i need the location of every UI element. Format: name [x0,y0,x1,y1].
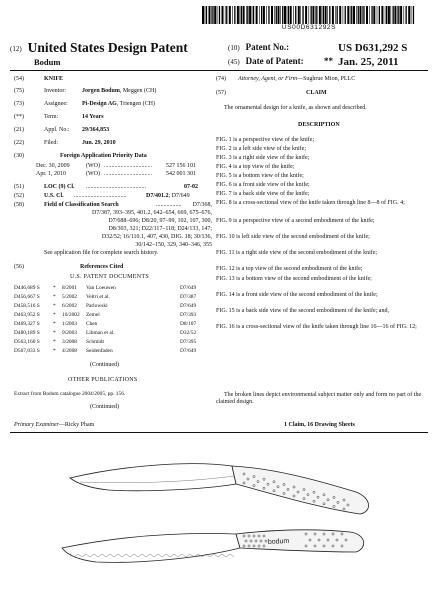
field-line: D7/387, 393–395, 401.2, 642–654, 669, 675–676, [92,210,212,216]
date-label: Date of Patent: [245,56,304,66]
loc-label: LOC (9) Cl. [44,184,75,190]
barcode-bar [263,6,265,24]
uscl-value [146,193,190,200]
inventor-value [82,88,156,95]
ref-date: 10/2002 [62,312,80,318]
barcode-bar [337,6,338,24]
uscl-code: (52) [14,193,24,199]
figure-description: FIG. 2 is a left side view of the knife; [216,146,306,152]
barcode-bar [406,6,407,24]
patent-date: Jan. 25, 2011 [338,56,399,68]
barcode [202,6,416,24]
priority-number: 527 156 101 [166,163,196,169]
barcode-bar [202,6,204,24]
ref-number: D567,033 S [14,348,40,354]
patent-number-code: (10) [228,44,240,52]
barcode-bar [404,6,405,24]
barcode-bar [391,6,392,24]
barcode-bar [311,6,312,24]
patent-number-row [228,42,408,54]
barcode-bar [373,6,375,24]
ref-date: 9/2003 [62,330,77,336]
priority-number: 542 001 301 [166,171,196,177]
barcode-bar [300,6,301,24]
ref-star: * [53,339,56,345]
attorney-code: (74) [216,76,226,82]
assignee-name: Pi-Design AG [82,101,117,107]
refs-heading: References Cited [80,264,124,270]
barcode-bar [234,6,235,24]
assignee-value [82,101,155,108]
ref-name: Parlowski [86,303,108,309]
field-line: 30/142–150, 329, 340–346, 355 [135,242,212,248]
title-code: (54) [14,76,24,82]
examiner-name: —Ricky Pham [58,422,95,428]
attorney-name: —Sughrue Mion, PLLC [297,76,356,82]
figure-description: FIG. 9 is a perspective view of a second embodiment of the knife; [216,218,375,224]
barcode-bar [271,6,273,24]
field-dots: ................. [156,202,182,208]
examiner-label: Primary Examiner [14,422,59,428]
barcode-bar [229,6,231,24]
barcode-bar [214,6,216,24]
barcode-bar [219,6,220,24]
bottom-rule [10,432,428,433]
knife-blade [70,464,236,491]
other-continued: (Continued) [90,404,119,410]
barcode-bar [305,6,307,24]
barcode-bar [386,6,387,24]
barcode-bar [253,6,254,24]
date-row [228,56,399,68]
ref-date: 1/2003 [62,321,77,327]
barcode-bar [287,6,288,24]
ref-class: D32/52 [180,330,197,336]
barcode-bar [259,6,260,24]
ref-number: D463,952 S [14,312,40,318]
barcode-bar [398,6,399,24]
barcode-bar [298,6,300,24]
ref-name: Van Loeuwen [86,285,116,291]
ref-date: 3/2008 [62,339,77,345]
ref-class: D7/649 [180,348,197,354]
barcode-bar [353,6,355,24]
ref-class: D8/107 [180,321,197,327]
ref-date: 4/2008 [62,348,77,354]
priority-dots: ................................ [104,171,152,177]
barcode-bar [249,6,251,24]
filed-code: (22) [14,140,24,146]
barcode-bar [211,6,212,24]
refs-continued: (Continued) [90,362,119,368]
barcode-bar [252,6,253,24]
barcode-bar [268,6,269,24]
barcode-bar [327,6,328,24]
barcode-bar [400,6,402,24]
barcode-bar [371,6,372,24]
barcode-bar [345,6,346,24]
barcode-bar [385,6,386,24]
barcode-bar [413,6,414,24]
primary-examiner [14,422,94,429]
barcode-bar [309,6,310,24]
ref-number: D458,516 S [14,303,40,309]
barcode-bar [240,6,241,24]
field-line: See application file for complete search history. [44,250,159,256]
ref-date: 8/2001 [62,285,77,291]
ref-name: Seidenfaden [86,348,113,354]
barcode-bar [232,6,233,24]
claim-heading: CLAIM [306,90,327,96]
attorney-label: Attorney, Agent, or Firm [238,76,298,82]
document-type-text: United States Design Patent [27,40,188,55]
ref-date: 6/2002 [62,303,77,309]
claim-text: The ornamental design for a knife, as shown and described. [224,105,367,111]
priority-office: (WO) [86,171,100,177]
filed-label: Filed: [44,140,59,146]
barcode-bar [379,6,380,24]
barcode-bar [350,6,351,24]
field-line: D7/688–696; D8/20, 97–99, 102, 107, 300, [108,218,212,224]
figure-description: FIG. 5 is a bottom view of the knife; [216,173,304,179]
term-code: (**) [14,114,24,120]
ref-number: D563,160 S [14,339,40,345]
uscl-dots: ................................... [74,193,127,199]
serrated-handle [236,530,364,552]
other-pub-text: Extract from Bodum catalogue 2004/2005, pp. 156. [14,391,126,397]
barcode-bar [261,6,262,24]
attorney-row [238,76,355,83]
barcode-bar [278,6,280,24]
field-line: D32/52; 16/110.1, 407, 430, DIG. 18; 30/136, [101,234,212,240]
inventor-code: (75) [14,88,24,94]
barcode-bar [266,6,267,24]
ref-class: D7/387 [180,294,197,300]
barcode-bar [358,6,359,24]
uscl-main: D7/401.2 [146,193,169,199]
barcode-bar [247,6,248,24]
priority-code: (30) [14,153,24,159]
barcode-bar [393,6,394,24]
inventor-short: Bodum [34,57,61,67]
filed-date: Jun. 29, 2010 [82,140,116,146]
assignee-location: , Triengen (CH) [116,101,156,107]
appl-number: 29/364,853 [82,127,110,133]
inventor-name: Jorgen Bodum [82,88,120,94]
barcode-bar [369,6,370,24]
barcode-bar [377,6,378,24]
barcode-bar [408,6,410,24]
barcode-bar [316,6,317,24]
loc-code: (51) [14,184,24,190]
patent-number-label: Patent No.: [245,42,290,52]
barcode-bar [363,6,364,24]
barcode-bar [212,6,213,24]
type-code: (12) [10,44,22,53]
refs-code: (56) [14,264,24,270]
broken-lines-text: The broken lines depict environmental subject matter only and form no part of the claimed design. [216,392,422,406]
ref-class: D7/395 [180,339,197,345]
handle-brand: bodum [267,537,290,546]
barcode-bar [205,6,206,24]
ref-class: D7/393 [180,312,197,318]
barcode-bar [343,6,344,24]
ref-star: * [53,321,56,327]
barcode-bar [339,6,341,24]
inventor-location: , Meggen (CH) [119,88,157,94]
barcode-bar [362,6,363,24]
figure-description: FIG. 4 is a top view of the knife; [216,164,295,170]
knife-figure [0,436,438,600]
barcode-bar [237,6,239,24]
field-code: (58) [14,202,24,208]
date-marker: ** [324,56,333,66]
barcode-bar [256,6,258,24]
invention-title: KNIFE [44,76,64,82]
ref-star: * [53,285,56,291]
barcode-bar [276,6,277,24]
figure-description: FIG. 13 is a bottom view of the second embodiment of the knife; [216,276,372,282]
priority-office: (WO) [86,163,100,169]
description-heading: DESCRIPTION [298,122,340,128]
figure-description: FIG. 1 is a perspective view of the knife; [216,137,315,143]
barcode-bar [397,6,398,24]
barcode-bar [282,6,283,24]
barcode-bar [222,6,224,24]
barcode-bar [388,6,390,24]
ref-star: * [53,294,56,300]
inventor-label: Inventor: [44,88,66,94]
barcode-bar [241,6,242,24]
barcode-bar [302,6,303,24]
figure-description: FIG. 14 is a front side view of the second embodiment of the knife; [216,292,378,298]
barcode-bar [322,6,323,24]
serrated-blade [62,534,240,563]
barcode-bar [366,6,368,24]
barcode-number: US00D631292S [281,24,337,31]
barcode-bar [226,6,227,24]
uscl-label: U.S. Cl. [44,193,64,199]
barcode-bar [284,6,286,24]
figure-description: FIG. 11 is a right side view of the second embodiment of the knife; [216,250,378,256]
refs-subheading: U.S. PATENT DOCUMENTS [70,274,149,280]
barcode-bar [360,6,362,24]
document-type [10,40,188,56]
assignee-label: Assignee: [44,101,68,107]
barcode-bar [312,6,314,24]
barcode-bar [209,6,211,24]
barcode-bar [217,6,218,24]
ref-number: D480,189 S [14,330,40,336]
figure-description: FIG. 8 is a cross-sectional view of the knife taken through line 8—8 of FIG. 4; [216,200,405,206]
ref-star: * [53,348,56,354]
figure-description: FIG. 15 is a back side view of the second embodiment of the knife; and, [216,308,389,314]
ref-number: D456,667 S [14,294,40,300]
knife-handle [232,466,369,514]
barcode-bar [394,6,396,24]
ref-star: * [53,330,56,336]
assignee-code: (73) [14,101,24,107]
barcode-bar [225,6,226,24]
barcode-bar [274,6,275,24]
claim-code: (57) [216,90,226,96]
term-label: Term: [44,114,59,120]
priority-date: Dec. 30, 2009 [36,163,70,169]
loc-value: 07-02 [184,184,198,190]
barcode-bar [347,6,349,24]
barcode-bar [356,6,357,24]
barcode-bar [293,6,294,24]
figure-description: FIG. 3 is a right side view of the knife; [216,155,310,161]
barcode-bar [246,6,247,24]
other-pubs-heading: OTHER PUBLICATIONS [68,377,138,383]
field-line: D7/368, [192,202,212,208]
ref-star: * [53,312,56,318]
barcode-bar [290,6,292,24]
appl-label: Appl. No.: [44,127,70,133]
priority-heading: Foreign Application Priority Data [60,153,147,159]
barcode-bar [411,6,412,24]
priority-dots: ................................ [104,163,152,169]
ref-name: Chen [86,321,98,327]
ref-name: Veltri et al. [86,294,110,300]
barcode-bar [332,6,334,24]
ref-date: 5/2002 [62,294,77,300]
barcode-bar [243,6,245,24]
barcode-bar [295,6,296,24]
figure-description: FIG. 6 is a front side view of the knife; [216,182,310,188]
ref-name: Zemel [86,312,100,318]
figure-description: FIG. 12 is a top view of the second embodiment of the knife; [216,266,363,272]
barcode-bar [288,6,289,24]
figure-description: FIG. 16 is a cross-sectional view of the knife taken through line 16—16 of FIG. 12; [216,324,417,330]
figure-description: FIG. 7 is a back side view of the knife; [216,191,310,197]
term-value: 14 Years [82,114,104,120]
ref-class: D7/649 [180,303,197,309]
barcode-bar [325,6,327,24]
header-rule [10,70,428,71]
ref-name: Libman et al. [86,330,115,336]
priority-date: Apr. 1, 2010 [36,171,66,177]
barcode-bar [315,6,316,24]
ref-name: Schmidt [86,339,104,345]
barcode-bar [323,6,324,24]
figure-description: FIG. 10 is left side view of the second embodiment of the knife; [216,234,370,240]
uscl-rest: ; D7/649 [168,193,190,199]
barcode-bar [335,6,336,24]
loc-dots: ........................................ [86,184,146,190]
barcode-bar [381,6,383,24]
date-code: (45) [228,58,240,66]
barcode-bar [206,6,207,24]
ref-star: * [53,303,56,309]
field-label: Field of Classification Search [44,202,119,208]
claims-sheets: 1 Claim, 16 Drawing Sheets [284,422,355,428]
ref-number: D469,327 S [14,321,40,327]
barcode-bar [351,6,352,24]
barcode-bar [329,6,330,24]
appl-code: (21) [14,127,24,133]
ref-number: D446,689 S [14,285,40,291]
field-line: D8/303, 321; D22/117–118; D24/133, 147; [108,226,212,232]
barcode-bar [319,6,321,24]
ref-class: D7/649 [180,285,197,291]
barcode-bar [280,6,281,24]
patent-number: US D631,292 S [338,42,408,54]
